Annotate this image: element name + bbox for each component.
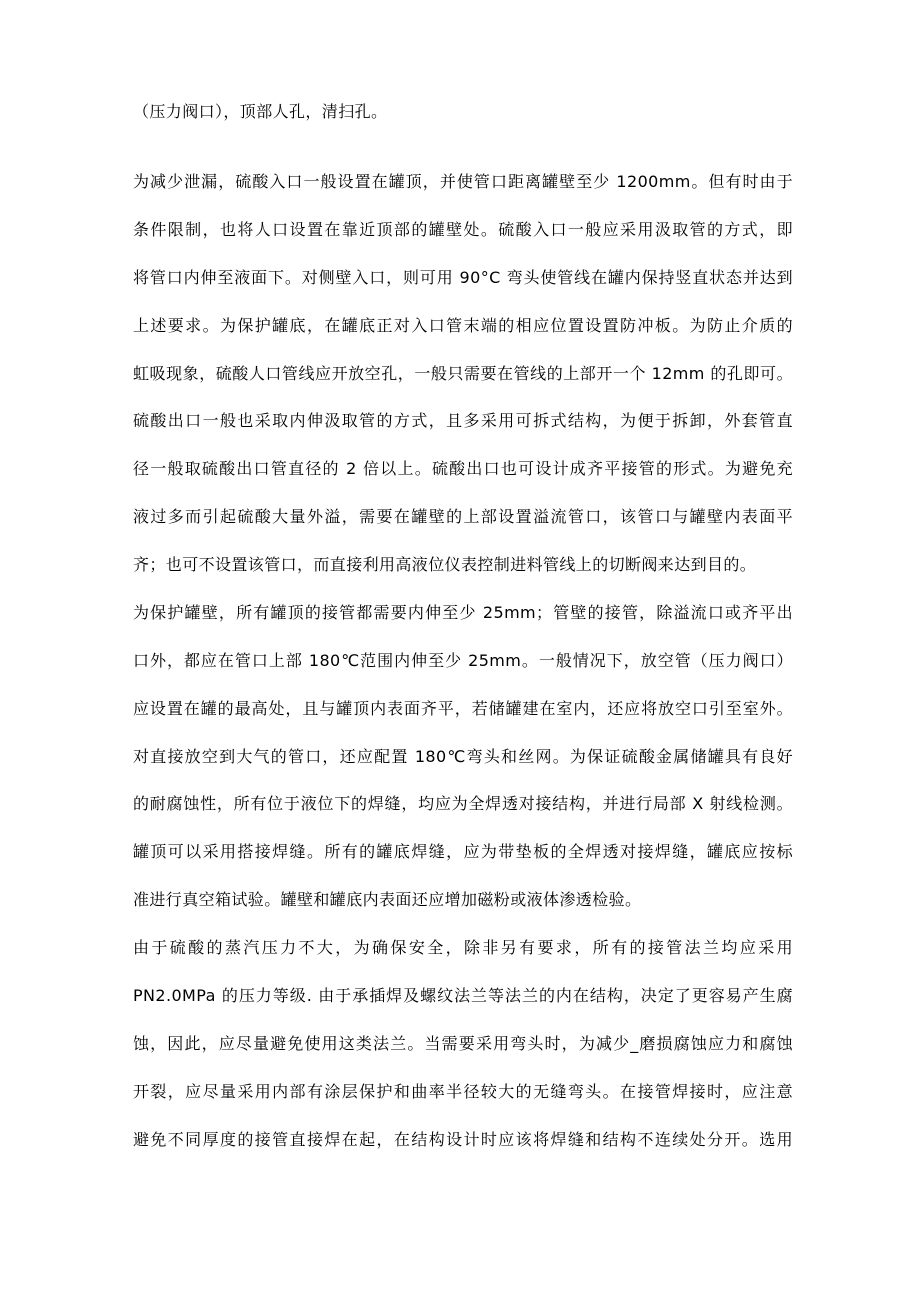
text-line: 上述要求。为保护罐底，在罐底正对入口管末端的相应位置设置防冲板。为防止介质的 — [133, 316, 793, 335]
text-line: 蚀，因此，应尽量避免使用这类法兰。当需要采用弯头时，为减少_磨损腐蚀应力和腐蚀 — [133, 1034, 793, 1053]
text-line: PN2.0MPa 的压力等级. 由于承插焊及螺纹法兰等法兰的内在结构，决定了更容易产生腐 — [133, 986, 793, 1005]
text-line: 准进行真空箱试验。罐壁和罐底内表面还应增加磁粉或液体渗透检验。 — [133, 890, 642, 909]
text-line: 为减少泄漏，硫酸入口一般设置在罐顶，并使管口距离罐壁至少 1200mm。但有时由于 — [133, 172, 793, 191]
text-line: 的耐腐蚀性，所有位于液位下的焊缝，均应为全焊透对接结构，并进行局部 X 射线检测。 — [133, 794, 793, 813]
text-line: 为保护罐壁，所有罐顶的接管都需要内伸至少 25mm；管壁的接管，除溢流口或齐平出 — [133, 603, 793, 622]
text-line: 口外，都应在管口上部 180℃范围内伸至少 25mm。一般情况下，放空管（压力阀口） — [133, 651, 793, 670]
text-line: 虹吸现象，硫酸人口管线应开放空孔，一般只需要在管线的上部开一个 12mm 的孔即可。 — [133, 364, 793, 383]
text-line: 应设置在罐的最高处，且与罐顶内表面齐平，若储罐建在室内，还应将放空口引至室外。 — [133, 699, 793, 718]
text-line: 开裂，应尽量采用内部有涂层保护和曲率半径较大的无缝弯头。在接管焊接时，应注意 — [133, 1082, 793, 1101]
text-line: 对直接放空到大气的管口，还应配置 180℃弯头和丝网。为保证硫酸金属储罐具有良好 — [133, 747, 793, 766]
text-line: 由于硫酸的蒸汽压力不大，为确保安全，除非另有要求，所有的接管法兰均应采用 — [133, 938, 793, 957]
text-line: 将管口内伸至液面下。对侧壁入口，则可用 90°C 弯头使管线在罐内保持竖直状态并达到 — [133, 268, 793, 287]
text-line: （压力阀口），顶部人孔，清扫孔。 — [133, 102, 388, 121]
text-line: 罐顶可以采用搭接焊缝。所有的罐底焊缝，应为带垫板的全焊透对接焊缝，罐底应按标 — [133, 842, 793, 861]
text-line: 液过多而引起硫酸大量外溢，需要在罐壁的上部设置溢流管口，该管口与罐壁内表面平 — [133, 507, 793, 526]
text-line: 齐；也可不设置该管口，而直接利用高液位仪表控制进料管线上的切断阀来达到目的。 — [133, 555, 757, 574]
text-line: 径一般取硫酸出口管直径的 2 倍以上。硫酸出口也可设计成齐平接管的形式。为避免充 — [133, 459, 793, 478]
text-line: 条件限制，也将人口设置在靠近顶部的罐壁处。硫酸入口一般应采用汲取管的方式，即 — [133, 220, 793, 239]
text-line: 避免不同厚度的接管直接焊在起，在结构设计时应该将焊缝和结构不连续处分开。选用 — [133, 1130, 793, 1149]
text-line: 硫酸出口一般也采取内伸汲取管的方式，且多采用可拆式结构，为便于拆卸，外套管直 — [133, 411, 793, 430]
